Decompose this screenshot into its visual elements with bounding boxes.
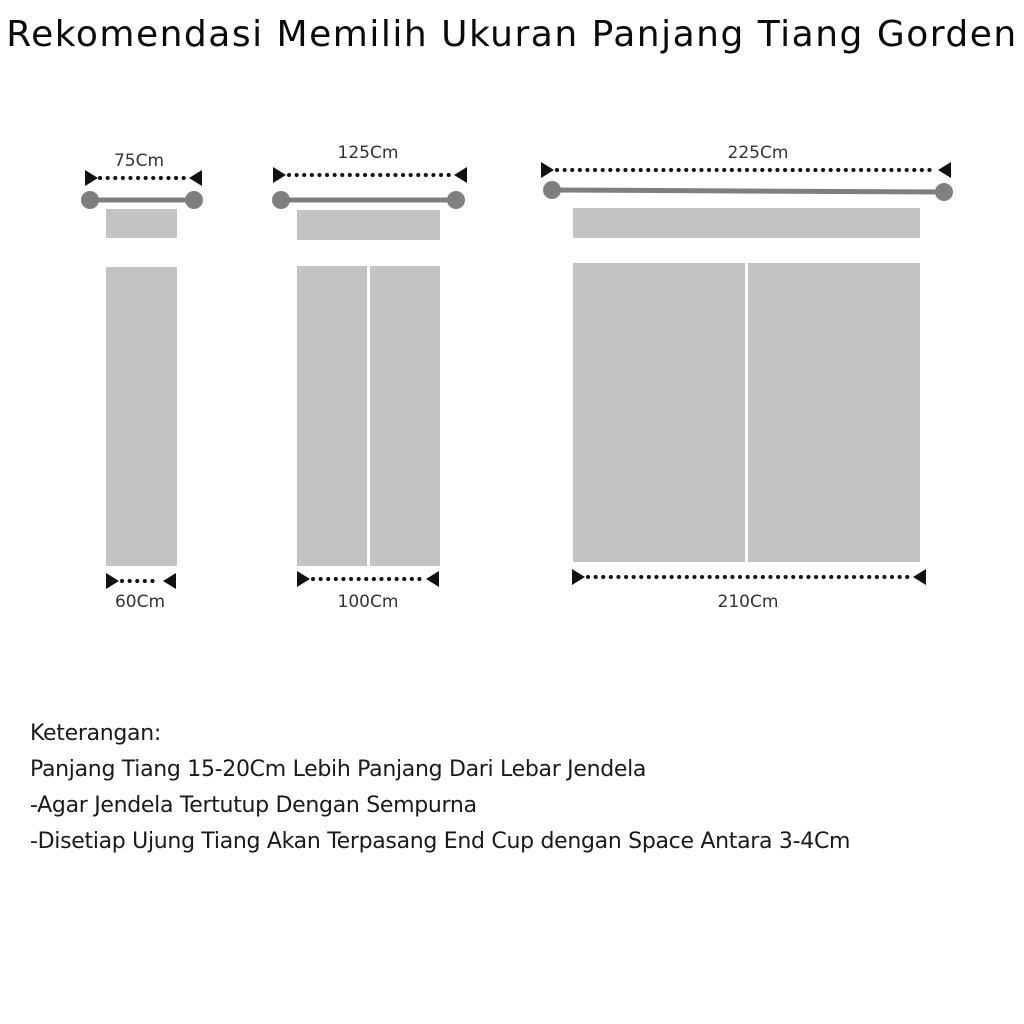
window-2	[272, 143, 467, 612]
rod-bar	[552, 190, 944, 192]
curtain-rod-2	[272, 191, 465, 209]
arrow-head-right	[189, 170, 202, 186]
window-width-arrow-3	[572, 569, 926, 585]
curtain-rod-1	[81, 191, 203, 209]
window-width-arrow-1	[106, 573, 176, 589]
curtain-panel-2-left	[297, 266, 367, 566]
arrow-head-right	[426, 571, 439, 587]
curtain-panel-2-right	[370, 266, 440, 566]
curtain-panel-3-right	[748, 263, 920, 562]
rod-dimension-arrow-3	[541, 162, 951, 178]
note-line-1: Panjang Tiang 15-20Cm Lebih Panjang Dari Lebar Jendela	[30, 757, 647, 782]
arrow-head-left	[297, 571, 310, 587]
arrow-head-left	[541, 162, 554, 178]
curtain-valance-3	[573, 208, 920, 238]
notes-heading: Keterangan:	[30, 721, 161, 746]
note-line-3: -Disetiap Ujung Tiang Akan Terpasang End Cup dengan Space Antara 3-4Cm	[30, 829, 851, 854]
window-width-label-2: 100Cm	[337, 592, 399, 612]
rod-end-cap-right	[185, 191, 203, 209]
window-width-label-3: 210Cm	[717, 592, 779, 612]
rod-end-cap-right	[935, 183, 953, 201]
arrow-head-left	[85, 170, 98, 186]
rod-length-label-1: 75Cm	[113, 151, 165, 171]
rod-dimension-arrow-1	[85, 170, 202, 186]
curtain-rod-3	[543, 181, 953, 201]
arrow-head-right	[938, 162, 951, 178]
rod-end-cap-left	[81, 191, 99, 209]
arrow-head-right	[163, 573, 176, 589]
rod-dimension-arrow-2	[273, 167, 467, 183]
curtain-panel-3-left	[573, 263, 745, 562]
page-title: Rekomendasi Memilih Ukuran Panjang Tiang Gorden	[6, 14, 1018, 55]
arrow-head-left	[273, 167, 286, 183]
window-width-arrow-2	[297, 571, 439, 587]
window-width-label-1: 60Cm	[114, 592, 166, 612]
window-1	[81, 151, 203, 612]
window-3	[541, 143, 953, 612]
arrow-head-right	[913, 569, 926, 585]
arrow-head-right	[454, 167, 467, 183]
rod-length-label-3: 225Cm	[727, 143, 789, 163]
rod-end-cap-right	[447, 191, 465, 209]
rod-length-label-2: 125Cm	[337, 143, 399, 163]
curtain-panel-1	[106, 267, 177, 566]
rod-end-cap-left	[272, 191, 290, 209]
arrow-head-left	[572, 569, 585, 585]
curtain-valance-2	[297, 210, 440, 240]
notes-section	[30, 716, 1010, 860]
arrow-head-left	[106, 573, 119, 589]
rod-end-cap-left	[543, 181, 561, 199]
curtain-valance-1	[106, 209, 177, 238]
note-line-2: -Agar Jendela Tertutup Dengan Sempurna	[30, 793, 477, 818]
